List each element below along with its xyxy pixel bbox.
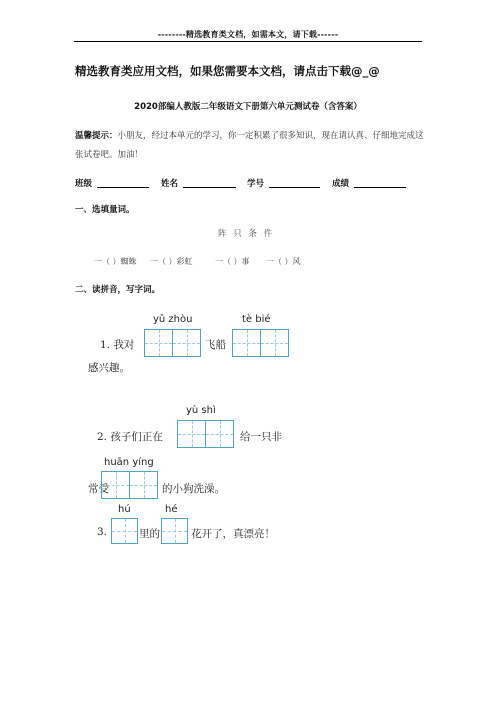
q2-grid-a-2[interactable] [205,420,234,448]
q3-middle: 里的 [139,528,160,540]
section-1-title: 一、选填量词。 [75,205,135,215]
q2-grid-b-1[interactable] [101,471,130,499]
tip-text: 小朋友，经过本单元的学习，你一定积累了很多知识，现在请认真、仔细地完成这张试卷吧。加油！ [75,131,424,160]
q2-middle: 给一只非 [240,431,282,443]
q1-grid-b-1[interactable] [232,329,261,357]
q1-grid-a-1[interactable] [144,329,173,357]
student-id-label: 学号 [247,179,265,189]
word-bank: 阵 只 条 件 [218,229,275,239]
q2-pinyin-b: huān yíng [104,457,154,468]
q2-pinyin-a: yù shì [186,405,216,416]
tip-label: 温馨提示： [75,131,118,141]
name-label: 姓名 [161,179,179,189]
header-divider [74,41,422,42]
q1-suffix: 感兴趣。 [88,362,130,374]
q3-grid-a[interactable] [111,518,138,544]
q2-grid-a-1[interactable] [177,420,206,448]
choice-item-2[interactable]: 一（ ）彩虹 [150,257,193,266]
q1-grid-b-2[interactable] [260,329,289,357]
q3-grid-b[interactable] [161,518,188,544]
q3-pinyin-a: hú [118,504,131,515]
class-label: 班级 [75,179,93,189]
q1-middle: 飞船 [205,339,226,351]
q1-pinyin-b: tè bié [242,314,271,325]
download-promo[interactable]: 精选教育类应用文档，如果您需要本文档，请点击下载@_@ [75,64,380,78]
q1-prefix: 1. 我对 [100,339,135,351]
name-blank[interactable] [183,187,236,188]
q2-grid-b-2[interactable] [129,471,158,499]
section-2-title: 二、读拼音，写字词。 [75,285,161,295]
score-blank[interactable] [354,187,406,188]
q1-grid-a-2[interactable] [172,329,201,357]
student-id-blank[interactable] [269,187,320,188]
choice-item-3[interactable]: 一（ ）事 [215,257,250,266]
document-title: 2020部编人教版二年级语文下册第六单元测试卷（含答案） [134,102,362,112]
q3-suffix: 花开了，真漂亮！ [191,528,275,540]
q1-pinyin-a: yǔ zhòu [153,314,193,325]
q2-suffix: 的小狗洗澡。 [162,483,225,495]
class-blank[interactable] [97,187,149,188]
q2-line2-prefix: 常受 [88,483,109,495]
choice-item-4[interactable]: 一（ ）风 [266,257,301,266]
score-label: 成绩 [332,179,350,189]
q3-pinyin-b: hé [165,504,178,515]
page-header: --------精选教育类文档，如需本文，请下载------ [157,30,339,39]
tip-paragraph [75,127,425,165]
q2-prefix: 2. 孩子们正在 [97,431,163,443]
choice-item-1[interactable]: 一（ ）蜘蛛 [94,257,137,266]
q3-prefix: 3. [97,526,108,538]
